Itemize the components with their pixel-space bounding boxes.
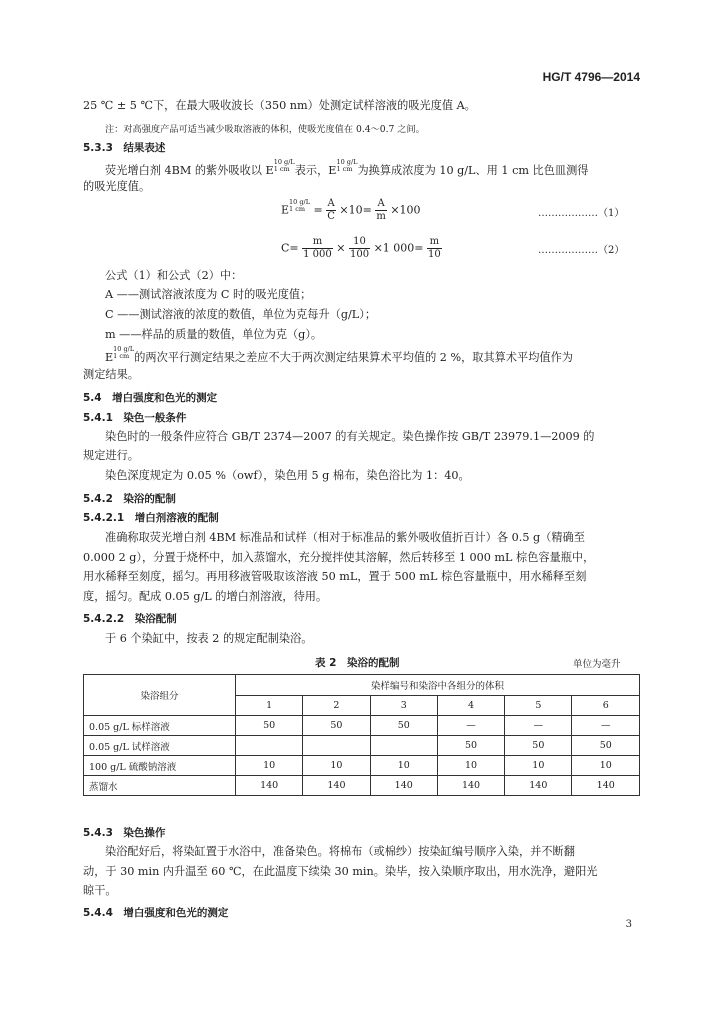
table-cell: 140	[370, 776, 437, 796]
bath-table	[83, 674, 640, 796]
superscript-subscript	[113, 346, 134, 360]
definition-a: A ——测试溶液浓度为 C 时的吸光度值；	[105, 288, 312, 301]
table-column-header: 5	[505, 695, 572, 716]
table-header-cell: 染样编号和染浴中各组分的体积	[236, 675, 640, 696]
table-row	[84, 776, 640, 796]
superscript: 10 g/L	[273, 158, 295, 166]
paragraph-dyeing-depth: 染色深度规定为 0.05 %（owf），染色用 5 g 棉布，染色浴比为 1：40。	[105, 469, 470, 482]
heading-5-4: 5.4 增白强度和色光的测定	[83, 392, 218, 404]
table-cell: 10	[303, 756, 370, 776]
table-cell: 10	[572, 756, 640, 776]
table-cell: —	[437, 716, 504, 736]
equation-2	[281, 236, 442, 261]
table-cell: 10	[505, 756, 572, 776]
superscript: 10 g/L	[336, 158, 358, 166]
numerator: A	[375, 198, 386, 211]
intro-line: 25 ℃ ± 5 ℃下，在最大吸收波长（350 nm）处测定试样溶液的吸光度值 A。	[83, 99, 476, 112]
table-cell: 140	[505, 776, 572, 796]
subscript: 1 cm	[113, 352, 130, 360]
fraction	[302, 236, 333, 261]
text-segment: 荧光增白剂 4BM 的紫外吸收以 E	[105, 164, 274, 177]
denominator: 10	[428, 249, 441, 260]
equation-2-number: ………………（2）	[538, 245, 625, 256]
table-cell: 140	[572, 776, 640, 796]
page-number: 3	[625, 919, 632, 930]
paragraph-continued: 规定进行。	[83, 449, 139, 462]
table-cell: 140	[236, 776, 303, 796]
table-cell: 140	[303, 776, 370, 796]
table-column-header: 4	[437, 695, 504, 716]
paragraph-continued: 的吸光度值。	[83, 180, 151, 193]
eq-operator: ×	[336, 241, 346, 255]
table-unit: 单位为毫升	[573, 659, 621, 670]
eq-symbol: E	[281, 203, 290, 217]
paragraph-dyeing-operation: 晾干。	[83, 884, 117, 897]
table-cell: 10	[370, 756, 437, 776]
fraction	[326, 198, 336, 223]
text-segment: E	[105, 351, 114, 364]
paragraph-uv-absorption	[105, 159, 588, 180]
paragraph-dyeing-conditions: 染色时的一般条件应符合 GB/T 2374—2007 的有关规定。染色操作按 GB/T 23979.1—2009 的	[105, 430, 595, 443]
text-segment: 表示，E	[294, 164, 337, 177]
table-row-label: 0.05 g/L 标样溶液	[84, 716, 236, 736]
paragraph-solution-line: 用水稀释至刻度，摇匀。再用移液管吸取该溶液 50 mL，置于 500 mL 棕色容量瓶中，用水稀释至刻	[83, 570, 587, 583]
heading-5-4-4: 5.4.4 增白强度和色光的测定	[83, 907, 229, 919]
denominator: m	[376, 211, 386, 222]
numerator: A	[327, 198, 335, 209]
text-segment: 为换算成浓度为 10 g/L、用 1 cm 比色皿测得	[357, 164, 589, 177]
numerator: m	[427, 236, 442, 249]
table-row-label: 100 g/L 硫酸钠溶液	[84, 756, 236, 776]
eq-symbol: C=	[281, 241, 299, 255]
subscript: 1 cm	[289, 204, 306, 213]
superscript-subscript	[289, 199, 310, 213]
fraction	[349, 236, 370, 261]
paragraph-bath-prep: 于 6 个染缸中，按表 2 的规定配制染浴。	[105, 632, 313, 645]
table-cell: 50	[572, 736, 640, 756]
table-column-header: 1	[236, 695, 303, 716]
subscript: 1 cm	[336, 165, 353, 173]
denominator: C	[327, 211, 335, 222]
fraction	[427, 236, 442, 261]
equation-1	[281, 198, 421, 223]
table-header-cell: 染浴组分	[84, 675, 236, 716]
denominator: 100	[350, 249, 370, 260]
document-number: HG/T 4796—2014	[542, 70, 640, 84]
eq-operator: ×10=	[339, 203, 372, 217]
table-cell: 50	[505, 736, 572, 756]
denominator: 1 000	[303, 249, 332, 260]
table-cell: 50	[236, 716, 303, 736]
subscript: 1 cm	[273, 165, 290, 173]
note-text: 注：对高强度产品可适当减少吸取溶液的体积，使吸光度值在 0.4～0.7 之间。	[105, 124, 425, 135]
table-cell	[236, 736, 303, 756]
paragraph-dyeing-operation: 动，于 30 min 内升温至 60 ℃，在此温度下续染 30 min。染毕，按入染顺序取出，用水洗净，避阳光	[83, 865, 598, 878]
paragraph-repeatability	[105, 346, 573, 367]
table-cell: 50	[370, 716, 437, 736]
table-row-label: 蒸馏水	[84, 776, 236, 796]
table-cell: 50	[303, 716, 370, 736]
table-caption: 表 2 染浴的配制	[315, 657, 400, 669]
heading-5-4-2-2: 5.4.2.2 染浴配制	[83, 613, 177, 625]
superscript: 10 g/L	[113, 345, 135, 353]
superscript: 10 g/L	[289, 197, 311, 206]
table-cell: 10	[236, 756, 303, 776]
where-line: 公式（1）和公式（2）中：	[105, 269, 243, 282]
heading-5-4-3: 5.4.3 染色操作	[83, 827, 166, 839]
table-cell: 140	[437, 776, 504, 796]
table-cell: 10	[437, 756, 504, 776]
definition-c: C ——测试溶液的浓度的数值，单位为克每升（g/L）；	[105, 308, 377, 321]
table-cell	[303, 736, 370, 756]
superscript-subscript	[336, 159, 357, 173]
text-segment: 的两次平行测定结果之差应不大于两次测定结果算术平均值的 2 %，取其算术平均值作为	[134, 351, 573, 364]
table-header-row	[84, 675, 640, 696]
fraction	[375, 198, 386, 223]
heading-5-4-2: 5.4.2 染浴的配制	[83, 493, 176, 505]
table-cell: —	[572, 716, 640, 736]
heading-5-3-3: 5.3.3 结果表述	[83, 142, 166, 154]
paragraph-solution-line: 准确称取荧光增白剂 4BM 标准品和试样（相对于标准品的紫外吸收值折百计）各 0.5 g（精确至	[105, 531, 585, 544]
table-row-label: 0.05 g/L 试样溶液	[84, 736, 236, 756]
table-cell: —	[505, 716, 572, 736]
paragraph-solution-line: 度，摇匀。配成 0.05 g/L 的增白剂溶液，待用。	[83, 590, 328, 603]
table-row	[84, 716, 640, 736]
definition-m: m ——样品的质量的数值，单位为克（g）。	[105, 328, 323, 341]
heading-5-4-2-1: 5.4.2.1 增白剂溶液的配制	[83, 512, 219, 524]
table-row	[84, 736, 640, 756]
table-row	[84, 756, 640, 776]
paragraph-dyeing-operation: 染浴配好后，将染缸置于水浴中，准备染色。将棉布（或棉纱）按染缸编号顺序入染，并不断翻	[105, 845, 575, 858]
eq-operator: ×1 000=	[373, 241, 424, 255]
eq-operator: =	[313, 203, 323, 217]
table-cell: 50	[437, 736, 504, 756]
table-column-header: 2	[303, 695, 370, 716]
heading-5-4-1: 5.4.1 染色一般条件	[83, 412, 187, 424]
eq-operator: ×100	[390, 203, 421, 217]
numerator: m	[302, 236, 333, 249]
table-column-header: 6	[572, 695, 640, 716]
paragraph-solution-line: 0.000 2 g），分置于烧杯中，加入蒸馏水，充分搅拌使其溶解，然后转移至 1 000 mL 棕色容量瓶中，	[83, 551, 595, 564]
table-column-header: 3	[370, 695, 437, 716]
equation-1-number: ………………（1）	[538, 208, 625, 219]
numerator: 10	[349, 236, 370, 249]
superscript-subscript	[274, 159, 295, 173]
table-cell	[370, 736, 437, 756]
paragraph-continued: 测定结果。	[83, 368, 139, 381]
